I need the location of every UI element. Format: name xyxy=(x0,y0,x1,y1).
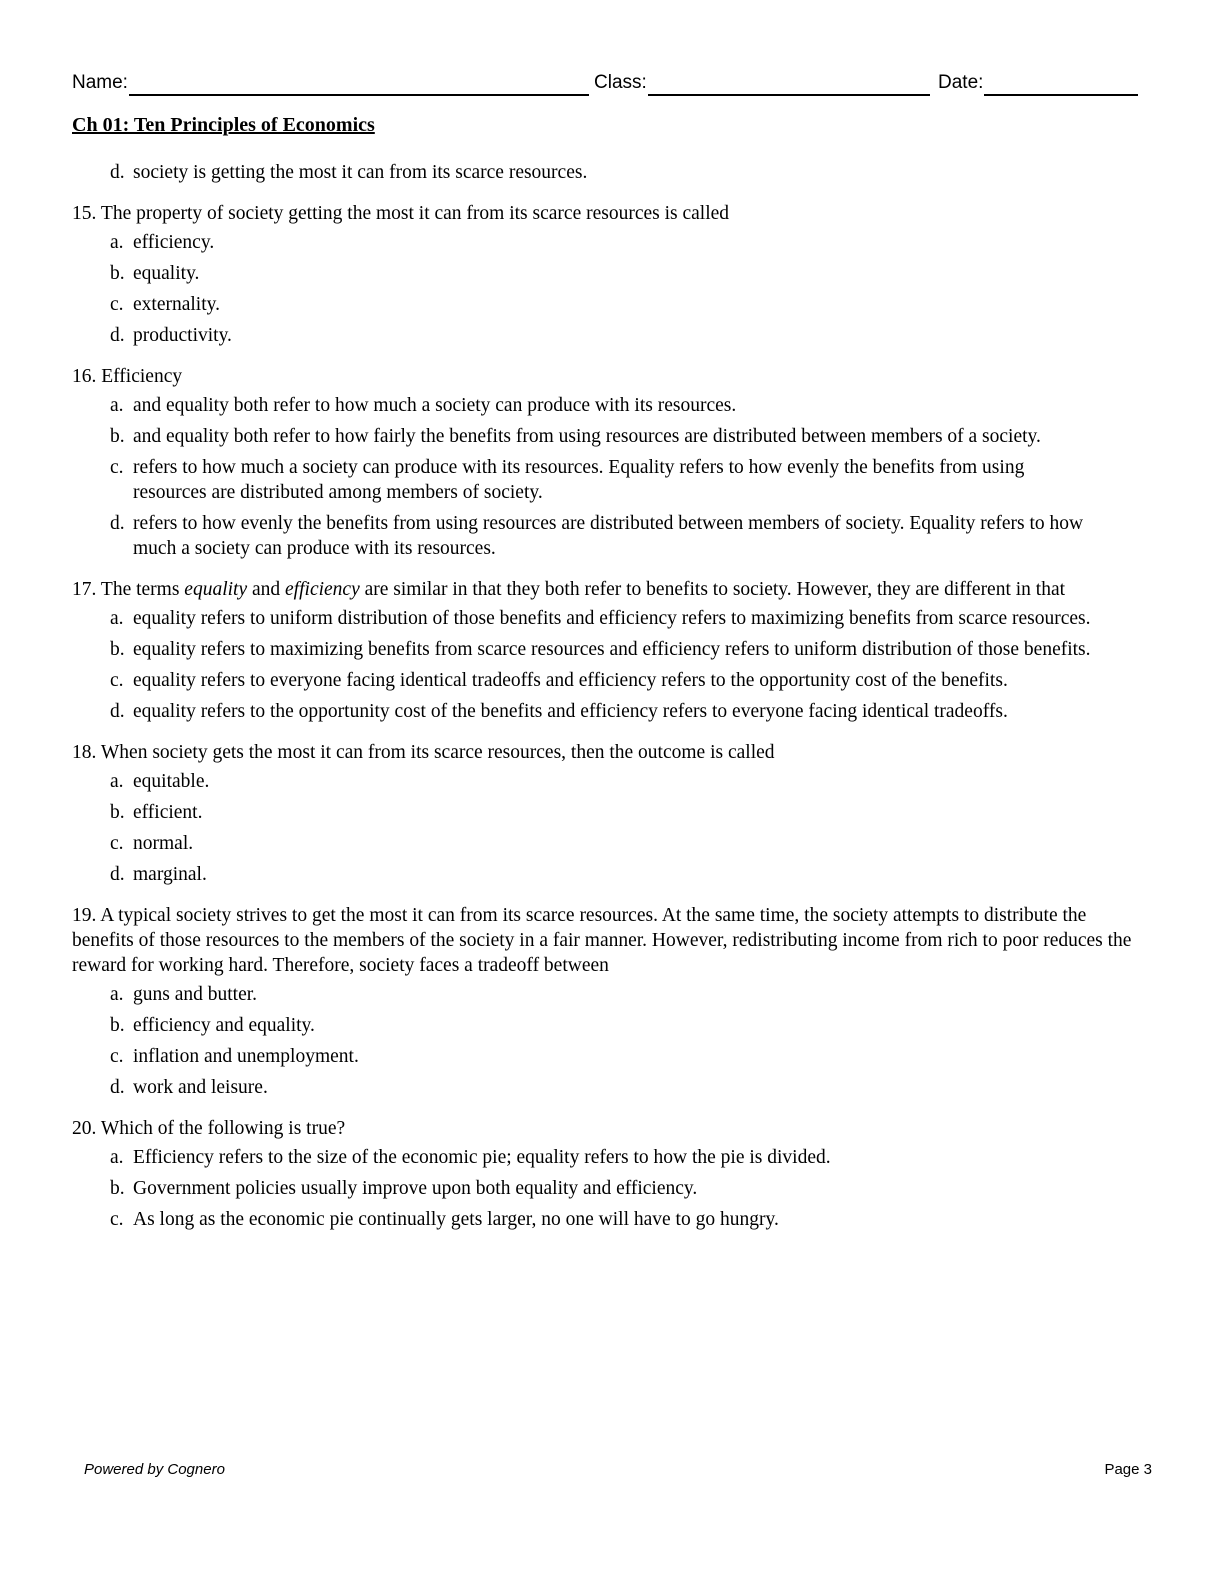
answer-option xyxy=(110,1145,1142,1170)
option-list xyxy=(72,982,1142,1100)
student-info-header xyxy=(72,70,1144,98)
option-text: externality. xyxy=(133,294,220,315)
option-letter: d. xyxy=(110,1077,125,1098)
option-text: marginal. xyxy=(133,864,207,885)
question-text-part: The terms xyxy=(100,579,185,600)
answer-option xyxy=(110,606,1142,631)
question-number: 20. xyxy=(72,1118,97,1139)
answer-option xyxy=(110,637,1142,662)
answer-option xyxy=(110,1176,1142,1201)
answer-option xyxy=(110,261,1142,286)
question-list xyxy=(72,160,1142,1248)
term-efficiency: efficiency xyxy=(285,579,360,600)
option-letter: d. xyxy=(110,513,125,534)
answer-option xyxy=(110,292,1142,317)
option-letter: a. xyxy=(110,395,124,416)
answer-option xyxy=(110,982,1142,1007)
question-text: When society gets the most it can from its scarce resources, then the outcome is called xyxy=(100,742,775,763)
answer-option xyxy=(110,800,1142,825)
answer-option xyxy=(110,699,1142,724)
class-field xyxy=(594,70,930,96)
option-text: inflation and unemployment. xyxy=(133,1046,359,1067)
option-list xyxy=(72,1145,1142,1232)
question-stem xyxy=(72,577,1142,602)
page-number: Page 3 xyxy=(1104,1461,1152,1478)
term-equality: equality xyxy=(184,579,248,600)
option-letter: c. xyxy=(110,457,124,478)
option-letter: c. xyxy=(110,1209,124,1230)
option-letter: b. xyxy=(110,802,125,823)
option-list xyxy=(72,769,1142,887)
question-text-part: are similar in that they both refer to benefits to society. However, they are different in that xyxy=(359,579,1066,600)
option-text: Efficiency refers to the size of the economic pie; equality refers to how the pie is divided. xyxy=(133,1147,831,1168)
question-18 xyxy=(72,740,1142,887)
option-text: equality refers to maximizing benefits from scarce resources and efficiency refers to uniform distribution of those benefits. xyxy=(133,639,1091,660)
option-letter: b. xyxy=(110,426,125,447)
chapter-title: Ch 01: Ten Principles of Economics xyxy=(72,114,375,136)
option-list xyxy=(72,393,1142,561)
continued-question xyxy=(72,160,1142,185)
option-letter: d. xyxy=(110,162,125,183)
option-letter: a. xyxy=(110,232,124,253)
option-letter: a. xyxy=(110,1147,124,1168)
option-letter: a. xyxy=(110,984,124,1005)
option-letter: b. xyxy=(110,1178,125,1199)
option-text: society is getting the most it can from its scarce resources. xyxy=(133,162,588,183)
class-label: Class: xyxy=(594,72,647,93)
option-text: efficiency. xyxy=(133,232,215,253)
answer-option xyxy=(110,831,1142,856)
answer-option xyxy=(110,1013,1142,1038)
name-field xyxy=(72,70,589,96)
option-text: guns and butter. xyxy=(133,984,258,1005)
answer-option xyxy=(110,323,1142,348)
option-text: productivity. xyxy=(133,325,232,346)
option-text: work and leisure. xyxy=(133,1077,268,1098)
option-text: and equality both refer to how fairly the benefits from using resources are distributed between members of a society. xyxy=(133,426,1041,447)
option-letter: d. xyxy=(110,325,125,346)
option-text: and equality both refer to how much a society can produce with its resources. xyxy=(133,395,737,416)
answer-option xyxy=(110,160,1142,185)
question-stem xyxy=(72,1116,1142,1141)
option-letter: d. xyxy=(110,864,125,885)
option-text: efficient. xyxy=(133,802,203,823)
answer-option xyxy=(110,424,1142,449)
date-label: Date: xyxy=(938,72,984,93)
option-text: Government policies usually improve upon both equality and efficiency. xyxy=(133,1178,698,1199)
question-stem xyxy=(72,201,1142,226)
question-19 xyxy=(72,903,1142,1100)
option-letter: a. xyxy=(110,608,124,629)
option-list xyxy=(72,230,1142,348)
question-stem xyxy=(72,364,1142,389)
class-blank[interactable] xyxy=(648,72,930,96)
question-17 xyxy=(72,577,1142,724)
option-text: refers to how much a society can produce with its resources. Equality refers to how evenly the benefits from using resources are distributed among members of society. xyxy=(133,457,1025,503)
date-field xyxy=(938,70,1138,96)
option-letter: b. xyxy=(110,263,125,284)
answer-option xyxy=(110,230,1142,255)
option-letter: b. xyxy=(110,1015,125,1036)
answer-option xyxy=(110,511,1142,561)
option-letter: d. xyxy=(110,701,125,722)
option-letter: a. xyxy=(110,771,124,792)
option-text: efficiency and equality. xyxy=(133,1015,315,1036)
option-text: equality refers to the opportunity cost of the benefits and efficiency refers to everyone facing identical tradeoffs. xyxy=(133,701,1008,722)
answer-option xyxy=(110,862,1142,887)
option-list xyxy=(72,606,1142,724)
name-blank[interactable] xyxy=(129,72,589,96)
option-letter: c. xyxy=(110,833,124,854)
question-number: 18. xyxy=(72,742,97,763)
option-text: As long as the economic pie continually gets larger, no one will have to go hungry. xyxy=(133,1209,779,1230)
question-number: 15. xyxy=(72,203,97,224)
question-text: Efficiency xyxy=(101,366,183,387)
option-text: refers to how evenly the benefits from using resources are distributed between members of society. Equality refers to how much a society can produce with its resources. xyxy=(133,513,1084,559)
question-text: A typical society strives to get the most it can from its scarce resources. At the same time, the society attempts to distribute the benefits of those resources to the members of the society in a fair manner. However, redistributing income from rich to poor reduces the reward for working hard. Therefore, society faces a tradeoff between xyxy=(72,905,1132,976)
question-text: Which of the following is true? xyxy=(100,1118,346,1139)
option-text: equality refers to everyone facing identical tradeoffs and efficiency refers to the opportunity cost of the benefits. xyxy=(133,670,1008,691)
question-stem xyxy=(72,740,1142,765)
answer-option xyxy=(110,1075,1142,1100)
powered-by-footer: Powered by Cognero xyxy=(84,1461,225,1478)
question-number: 17. xyxy=(72,579,97,600)
answer-option xyxy=(110,1207,1142,1232)
answer-option xyxy=(110,668,1142,693)
option-letter: c. xyxy=(110,1046,124,1067)
answer-option xyxy=(110,769,1142,794)
option-letter: c. xyxy=(110,670,124,691)
name-label: Name: xyxy=(72,72,128,93)
answer-option xyxy=(110,455,1142,505)
answer-option xyxy=(110,1044,1142,1069)
option-text: equality refers to uniform distribution of those benefits and efficiency refers to maximizing benefits from scarce resources. xyxy=(133,608,1091,629)
question-number: 19. xyxy=(72,905,97,926)
question-20 xyxy=(72,1116,1142,1232)
option-text: equality. xyxy=(133,263,200,284)
question-15 xyxy=(72,201,1142,348)
option-letter: b. xyxy=(110,639,125,660)
date-blank[interactable] xyxy=(984,72,1138,96)
question-text-part: and xyxy=(247,579,286,600)
answer-option xyxy=(110,393,1142,418)
option-letter: c. xyxy=(110,294,124,315)
question-stem xyxy=(72,903,1142,978)
question-16 xyxy=(72,364,1142,561)
option-text: equitable. xyxy=(133,771,210,792)
option-text: normal. xyxy=(133,833,194,854)
question-number: 16. xyxy=(72,366,97,387)
question-text: The property of society getting the most it can from its scarce resources is called xyxy=(100,203,730,224)
